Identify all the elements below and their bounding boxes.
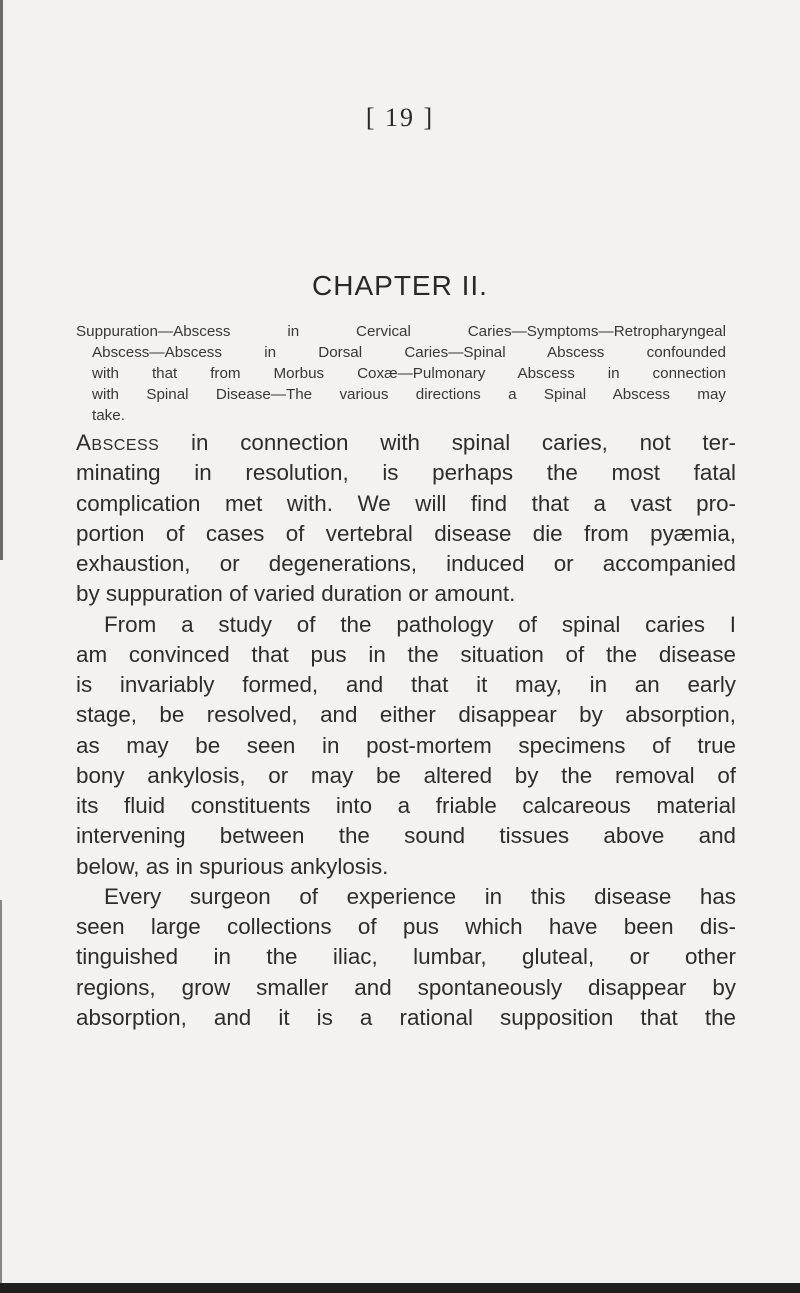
synopsis-line: with that from Morbus Coxæ—Pulmonary Abscess in connection bbox=[92, 365, 726, 383]
synopsis-line: take. bbox=[92, 407, 125, 425]
paragraph-2-line: From a study of the pathology of spinal caries I bbox=[104, 611, 736, 637]
synopsis-line: with Spinal Disease—The various directions a Spinal Abscess may bbox=[92, 386, 726, 404]
synopsis-line: Abscess—Abscess in Dorsal Caries—Spinal Abscess confounded bbox=[92, 344, 726, 362]
paragraph-2-line: its fluid constituents into a friable calcareous material bbox=[76, 793, 736, 818]
paragraph-1-line bbox=[76, 428, 736, 458]
paragraph-1-line: portion of cases of vertebral disease die from pyæmia, bbox=[76, 520, 736, 546]
paragraph-2-line: below, as in spurious ankylosis. bbox=[76, 853, 389, 879]
paragraph-2-line: intervening between the sound tissues above and bbox=[76, 823, 736, 849]
paragraph-2-line: as may be seen in post-mortem specimens of true bbox=[76, 732, 736, 758]
paragraph-2-line: am convinced that pus in the situation of the disease bbox=[76, 641, 736, 667]
page-edge-shadow-lower bbox=[0, 900, 2, 1293]
paragraph-2-line: stage, be resolved, and either disappear by absorption, bbox=[76, 702, 736, 728]
paragraph-1-line: exhaustion, or degenerations, induced or accompanied bbox=[76, 551, 736, 576]
chapter-heading: CHAPTER II. bbox=[312, 270, 488, 301]
chapter-body bbox=[76, 428, 736, 1033]
paragraph-1-line: minating in resolution, is perhaps the most fatal bbox=[76, 460, 736, 486]
chapter-synopsis bbox=[76, 321, 726, 426]
lead-word: Abscess bbox=[76, 430, 160, 455]
paragraph-3-line: Every surgeon of experience in this disease has bbox=[104, 883, 736, 909]
paragraph-2-line: bony ankylosis, or may be altered by the removal of bbox=[76, 762, 736, 788]
synopsis-line: Suppuration—Abscess in Cervical Caries—Symptoms—Retropharyngeal bbox=[76, 323, 726, 340]
scan-bottom-edge bbox=[0, 1283, 800, 1293]
paragraph-2-line: is invariably formed, and that it may, in an early bbox=[76, 672, 736, 697]
paragraph-3-line: regions, grow smaller and spontaneously disappear by bbox=[76, 974, 736, 1000]
page-number: [ 19 ] bbox=[365, 103, 435, 132]
paragraph-3-line: absorption, and it is a rational supposition that the bbox=[76, 1004, 736, 1030]
paragraph-3-line: tinguished in the iliac, lumbar, gluteal, or other bbox=[76, 944, 736, 970]
paragraph-3-line: seen large collections of pus which have been dis- bbox=[76, 914, 736, 939]
paragraph-1-line: complication met with. We will find that a vast pro- bbox=[76, 490, 736, 516]
paragraph-1-line: by suppuration of varied duration or amount. bbox=[76, 581, 516, 607]
first-line-rest: in connection with spinal caries, not ter- bbox=[159, 430, 736, 455]
